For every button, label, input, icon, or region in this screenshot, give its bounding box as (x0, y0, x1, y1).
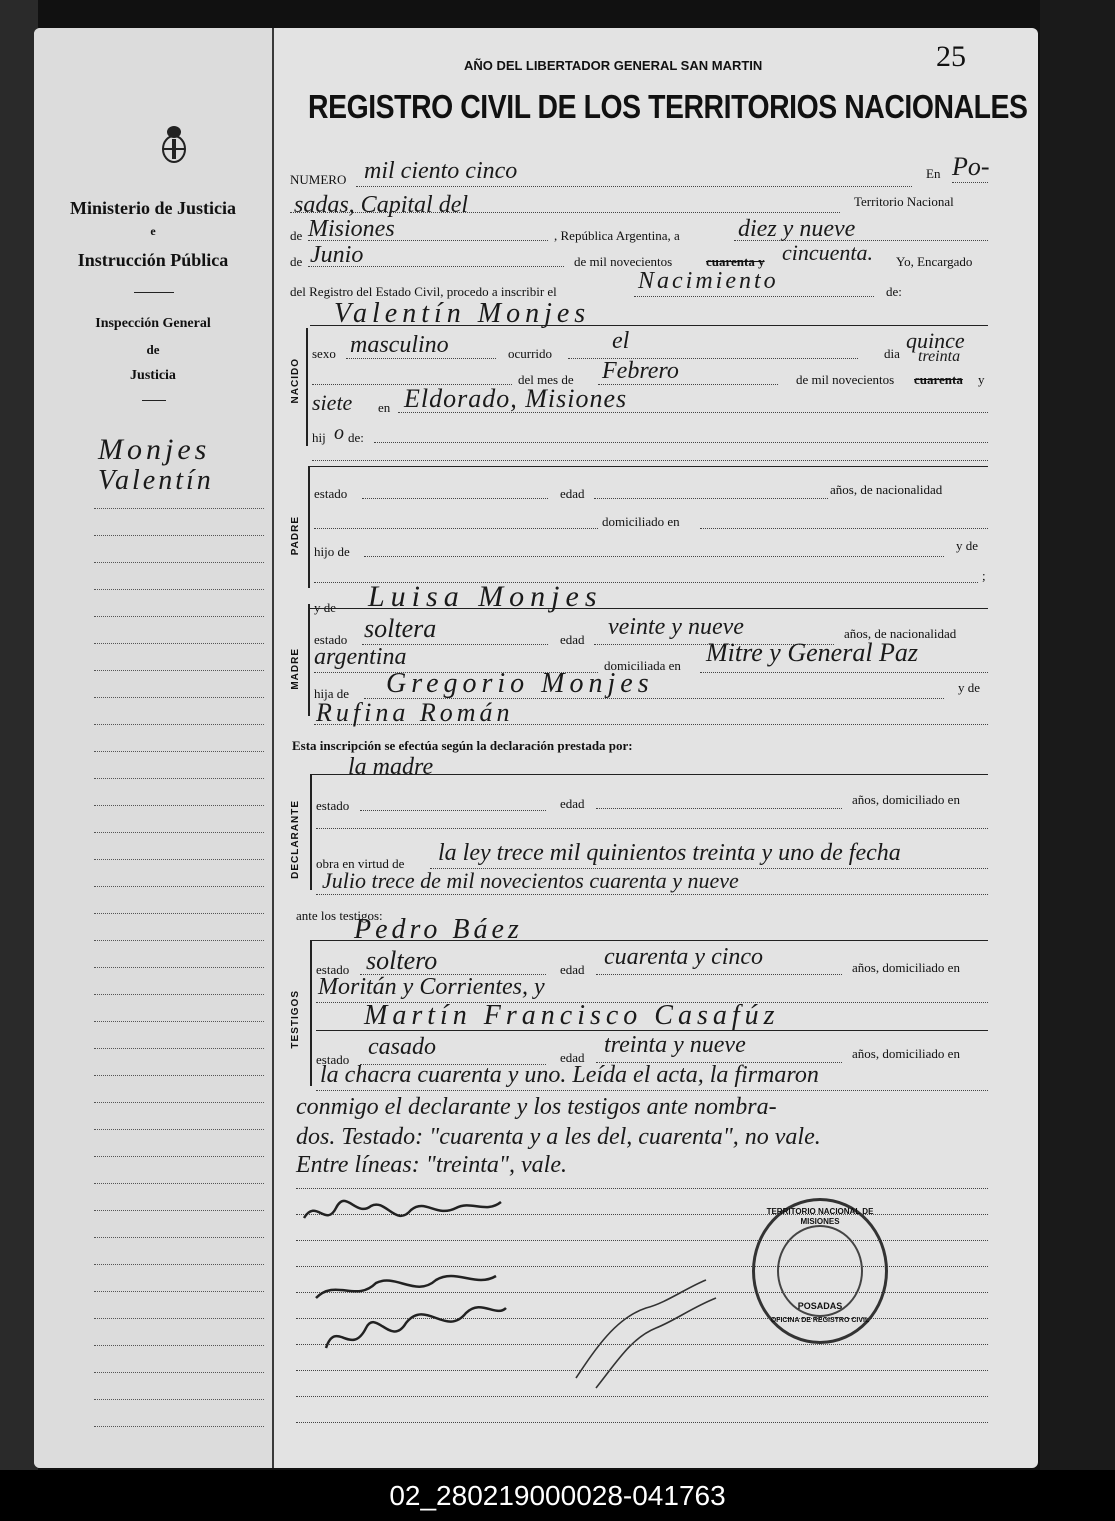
margin-note-line1: Monjes (98, 433, 211, 466)
obra-cont: Julio trece de mil novecientos cuarenta y nueve (322, 868, 739, 893)
coat-of-arms-icon (160, 124, 188, 164)
ruled-line (94, 805, 264, 806)
ruled-line (94, 1075, 264, 1076)
ruled-line (94, 913, 264, 914)
declaracion-intro: Esta inscripción se efectúa según la declaración prestada por: (292, 738, 633, 753)
madre-edad-label: edad (560, 632, 585, 647)
day-value: diez y nueve (738, 216, 856, 242)
declarante-estado-label: estado (316, 798, 350, 813)
place-value: Eldorado, Misiones (404, 384, 628, 413)
ruled-line (94, 994, 264, 995)
de-label: de (290, 228, 303, 243)
de2-label: de (290, 254, 303, 269)
ruled-line (94, 1021, 264, 1022)
madre-mother: Rufina Román (316, 698, 514, 727)
padre-domiciliado-label: domiciliado en (602, 514, 680, 529)
madre-anios-label: años, de nacionalidad (844, 626, 957, 641)
en-value: Po- (952, 152, 990, 181)
padre-hijo-label: hijo de (314, 544, 350, 559)
ruled-line (94, 832, 264, 833)
document-page (34, 28, 1038, 1468)
ministry-line1: Ministerio de Justicia (70, 198, 236, 218)
stamp-center-text: POSADAS (797, 1301, 843, 1311)
ocurrido-value: el (612, 328, 630, 354)
nacido-y-label: y (978, 372, 985, 387)
witness1-name: Pedro Báez (354, 914, 523, 945)
witness2-estado-value: casado (368, 1034, 436, 1060)
witness1-edad-value: cuarenta y cinco (604, 944, 764, 970)
ruled-line (94, 1129, 264, 1130)
year-motto: AÑO DEL LIBERTADOR GENERAL SAN MARTIN (464, 58, 763, 73)
image-id-footer: 02_280219000028-041763 (0, 1470, 1115, 1521)
place-en-label: en (378, 400, 391, 415)
hijo-value: o (334, 422, 344, 444)
nacido-year-struck: cuarenta (914, 372, 963, 387)
ruled-line (94, 616, 264, 617)
madre-edad-value: veinte y nueve (608, 614, 744, 640)
mes-label: del mes de (518, 372, 574, 387)
en-label: En (926, 166, 941, 181)
act-type: Nacimiento (638, 268, 779, 294)
witness2-edad-label: edad (560, 1050, 585, 1065)
ruled-line (94, 697, 264, 698)
ruled-line (94, 535, 264, 536)
closing-line1: conmigo el declarante y los testigos ante nombra- (296, 1094, 777, 1120)
obra-label: obra en virtud de (316, 856, 405, 871)
padre-y-de-label: y de (956, 538, 979, 553)
registro-label: del Registro del Estado Civil, procedo a inscribir el (290, 284, 557, 299)
official-stamp (752, 1198, 888, 1344)
witness2-estado-label: estado (316, 1052, 350, 1067)
madre-hija-label: hija de (314, 686, 350, 701)
witness1-domicilio: Moritán y Corrientes, y (318, 974, 545, 1000)
dia-label: dia (884, 346, 900, 361)
madre-label: MADRE (290, 648, 301, 690)
territory-value: Misiones (308, 216, 395, 242)
ruled-line (94, 751, 264, 752)
ruled-line (94, 1399, 264, 1400)
ruled-line (94, 886, 264, 887)
obra-value: la ley trece mil quinientos treinta y uno de fecha (438, 840, 901, 866)
ministry-e: e (150, 224, 156, 238)
numero-label: NUMERO (290, 172, 347, 187)
declarante-anios-label: años, domiciliado en (852, 792, 960, 807)
ruled-line (94, 1372, 264, 1373)
ruled-line (94, 670, 264, 671)
ruled-line (94, 508, 264, 509)
margin-note-line2: Valentín (98, 465, 214, 496)
padre-anios-label: años, de nacionalidad (830, 482, 943, 497)
madre-estado-label: estado (314, 632, 348, 647)
ruled-line (94, 1048, 264, 1049)
declarante-bracket (310, 774, 312, 890)
declarante-edad-label: edad (560, 796, 585, 811)
adjacent-page-edge (0, 0, 38, 1470)
background-right (1040, 0, 1115, 1470)
page-number: 25 (936, 40, 966, 73)
padre-edad-label: edad (560, 486, 585, 501)
nacido-year-label: de mil novecientos (796, 372, 895, 387)
witness2-name: Martín Francisco Casafúz (364, 1000, 780, 1031)
madre-domiciliada-label: domiciliada en (604, 658, 681, 673)
dia-above: treinta (918, 348, 961, 365)
closing-line3: Entre líneas: "treinta", vale. (296, 1152, 567, 1178)
padre-bracket (308, 466, 310, 588)
month-value: Junio (310, 242, 364, 268)
ministry-line2: Instrucción Pública (77, 250, 229, 270)
republica-label: , República Argentina, a (554, 228, 680, 243)
nacido-bracket (306, 328, 308, 446)
madre-nacionalidad: argentina (314, 644, 407, 670)
witness2-anios-label: años, domiciliado en (852, 1046, 960, 1061)
madre-father: Gregorio Monjes (386, 668, 654, 699)
madre-y-de-label: y de (314, 600, 337, 615)
ruled-line (94, 1210, 264, 1211)
inspection-line1: Inspección General (95, 316, 211, 331)
nacido-name: Valentín Monjes (334, 298, 591, 329)
ruled-line (94, 940, 264, 941)
witness1-edad-label: edad (560, 962, 585, 977)
ocurrido-label: ocurrido (508, 346, 553, 361)
ante-testigos-label: ante los testigos: (296, 908, 383, 923)
sidebar-rule-2 (142, 400, 166, 401)
madre-domicilio: Mitre y General Paz (706, 638, 919, 667)
witness1-estado-value: soltero (366, 946, 438, 975)
ruled-line (94, 643, 264, 644)
ruled-line (94, 967, 264, 968)
madre-bracket (308, 604, 310, 716)
year-struck: cuarenta y (706, 254, 765, 269)
territorio-label: Territorio Nacional (854, 194, 954, 209)
witness1-anios-label: años, domiciliado en (852, 960, 960, 975)
nacido-year-value: siete (312, 390, 353, 415)
sidebar-rule (134, 292, 174, 293)
declarante-value: la madre (348, 754, 434, 780)
witness2-edad-value: treinta y nueve (604, 1032, 746, 1058)
ruled-line (94, 1318, 264, 1319)
column-divider (272, 28, 274, 1468)
ruled-line (94, 724, 264, 725)
page-title: REGISTRO CIVIL DE LOS TERRITORIOS NACIONALES (308, 88, 1028, 125)
ruled-line (94, 778, 264, 779)
witness2-domicilio: la chacra cuarenta y uno. Leída el acta, la firmaron (320, 1062, 819, 1088)
year-label: de mil novecientos (574, 254, 673, 269)
stamp-bottom-text: OFICINA DE REGISTRO CIVIL (770, 1317, 870, 1324)
closing-line2: dos. Testado: "cuarenta y a les del, cuarenta", no vale. (296, 1124, 821, 1150)
city-value: sadas, Capital del (294, 192, 469, 218)
madre-estado-value: soltera (364, 614, 437, 643)
sexo-value: masculino (350, 332, 449, 358)
padre-end-mark: ; (982, 568, 986, 583)
hijo-de-label: de: (348, 430, 364, 445)
mes-value: Febrero (602, 358, 679, 384)
left-margin-column (34, 28, 272, 1468)
padre-label: PADRE (290, 516, 301, 556)
witness1-estado-label: estado (316, 962, 350, 977)
ruled-line (94, 562, 264, 563)
madre-y-de2-label: y de (958, 680, 981, 695)
nacido-label: NACIDO (290, 358, 301, 404)
sexo-label: sexo (312, 346, 336, 361)
inspection-de: de (146, 342, 160, 357)
ruled-line (94, 1237, 264, 1238)
inspection-line2: Justicia (130, 368, 176, 383)
ruled-line (94, 1426, 264, 1427)
madre-name: Luisa Monjes (368, 580, 603, 613)
ruled-line (94, 1264, 264, 1265)
padre-estado-label: estado (314, 486, 348, 501)
encargado-label: Yo, Encargado (896, 254, 973, 269)
testigos-bracket (310, 940, 312, 1086)
ruled-line (94, 1102, 264, 1103)
ruled-line (94, 859, 264, 860)
ruled-line (94, 1291, 264, 1292)
year-value: cincuenta. (782, 240, 874, 265)
hijo-label: hij (312, 430, 326, 445)
dia-value: quince (906, 328, 965, 353)
ruled-line (94, 1183, 264, 1184)
stamp-ring-text: TERRITORIO NACIONAL DE MISIONES (766, 1207, 874, 1226)
ruled-line (94, 1345, 264, 1346)
declarante-label: DECLARANTE (290, 800, 301, 879)
ruled-line (94, 589, 264, 590)
ruled-line (94, 1156, 264, 1157)
testigos-label: TESTIGOS (290, 990, 301, 1049)
numero-value: mil ciento cinco (364, 158, 518, 184)
de3-label: de: (886, 284, 902, 299)
signatures (296, 1188, 756, 1438)
